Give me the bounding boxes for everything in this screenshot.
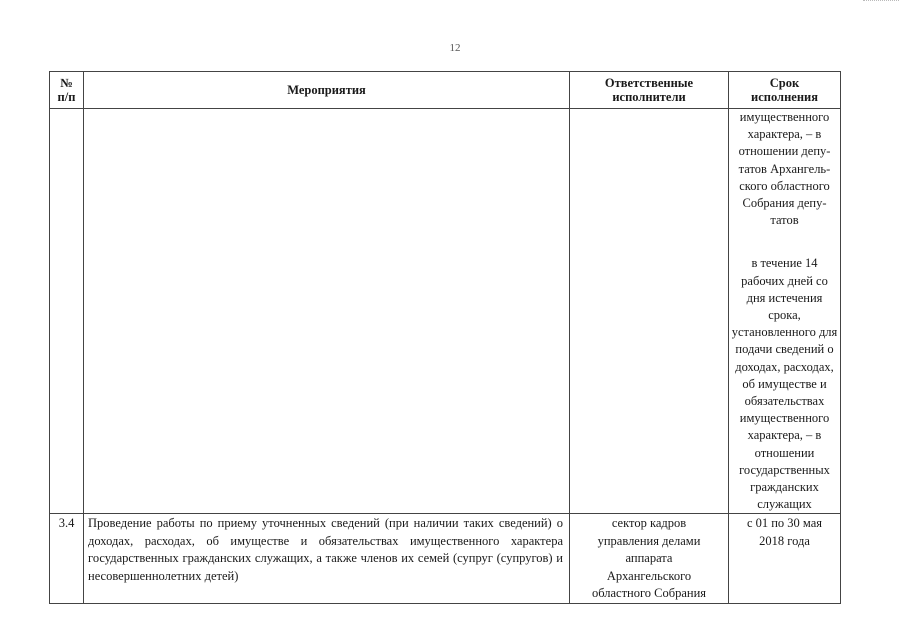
cell-term: с 01 по 30 мая 2018 года: [729, 514, 841, 604]
header-term: Срок исполнения: [729, 72, 841, 109]
cell-responsible: сектор кадров управления делами аппарата Архангельского областного Собрания: [570, 514, 729, 604]
term-part-deputies: имущественного характера, – в отношении депу- татов Архангель- ского областного Собрания депу- татов: [738, 110, 831, 228]
page-number: 12: [449, 42, 461, 54]
cell-responsible-empty: [570, 109, 729, 514]
header-event: Мероприятия: [84, 72, 570, 109]
table-row: [50, 514, 841, 604]
scan-corner-mark: [863, 0, 899, 5]
cell-number-empty: [50, 109, 84, 514]
cell-event: Проведение работы по приему уточненных сведений (при наличии таких сведений) о доходах, расходах, об имуществе и обязательствах имущественного характера государственных гражданских служащих, а также членов их семей (супруг (супругов) и несовершеннолетних детей): [84, 514, 570, 604]
term-gap: [729, 229, 840, 255]
events-table: [49, 71, 841, 604]
header-number: № п/п: [50, 72, 84, 109]
cell-event-empty: [84, 109, 570, 514]
term-part-civil-servants: в течение 14 рабочих дней со дня истечения срока, установленного для подачи сведений о доходах, расходах, об имуществе и обязательствах имущественного характера, – в отношении государственных гражданских служащих: [731, 256, 838, 512]
header-responsible: Ответственные исполнители: [570, 72, 729, 109]
cell-term-continued: [729, 109, 841, 514]
cell-number: 3.4: [50, 514, 84, 604]
table-header-row: [50, 72, 841, 109]
table-row-continued: [50, 109, 841, 514]
